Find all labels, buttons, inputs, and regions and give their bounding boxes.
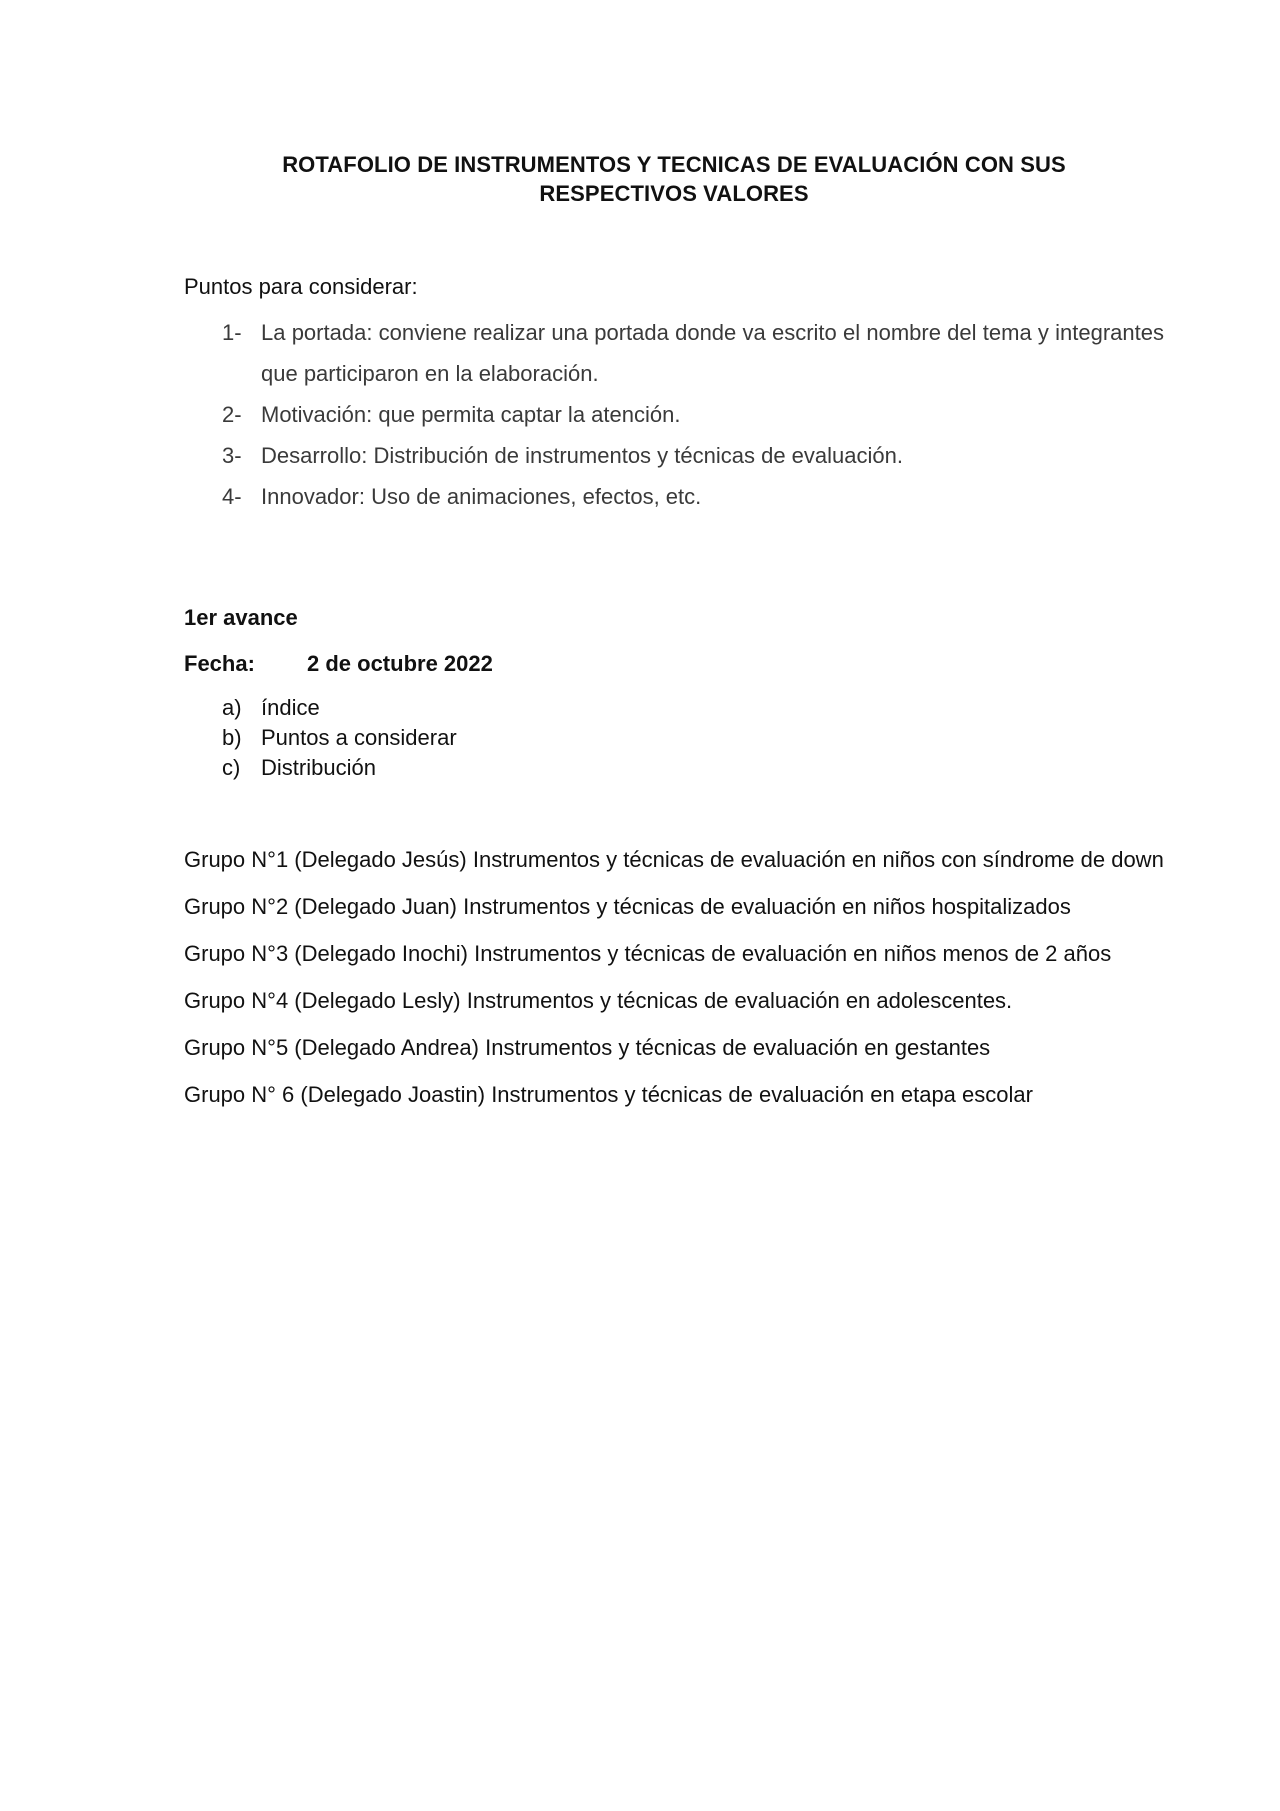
list-item-letter: c) <box>222 755 241 780</box>
list-item-number: 1- <box>222 320 242 345</box>
avance-items-list <box>184 693 1164 783</box>
list-item <box>184 693 1164 723</box>
group-lead: Grupo N°4 (Delegado Lesly) <box>184 988 461 1013</box>
group-lead: Grupo N° 6 (Delegado Joastin) <box>184 1082 486 1107</box>
list-item-letter: b) <box>222 725 242 750</box>
list-item-letter: a) <box>222 695 242 720</box>
group-topic: Instrumentos y técnicas de evaluación en etapa escolar <box>491 1082 1033 1107</box>
list-item <box>184 476 1164 517</box>
date-label: Fecha: <box>184 651 255 676</box>
list-item-number: 4- <box>222 484 242 509</box>
groups-section <box>184 845 1164 1110</box>
points-list <box>184 312 1164 517</box>
list-item <box>184 435 1164 476</box>
list-item <box>184 723 1164 753</box>
group-topic: Instrumentos y técnicas de evaluación en niños con síndrome de down <box>472 847 1164 872</box>
group-entry <box>184 845 1164 875</box>
group-entry <box>184 1080 1164 1110</box>
group-lead: Grupo N°2 (Delegado Juan) <box>184 894 457 919</box>
avance-heading: 1er avance <box>184 605 298 630</box>
group-entry <box>184 892 1164 922</box>
list-item-number: 3- <box>222 443 242 468</box>
list-item-text: Motivación: que permita captar la atención. <box>261 402 681 427</box>
list-item-text: Puntos a considerar <box>261 725 457 750</box>
list-item-text: La portada: conviene realizar una portada donde va escrito el nombre del tema y integrantes que participaron en la elaboración. <box>261 320 1164 386</box>
group-lead: Grupo N°1 (Delegado Jesús) <box>184 847 467 872</box>
list-item-text: Desarrollo: Distribución de instrumentos y técnicas de evaluación. <box>261 443 903 468</box>
group-lead: Grupo N°5 (Delegado Andrea) <box>184 1035 479 1060</box>
list-item-text: Innovador: Uso de animaciones, efectos, etc. <box>261 484 702 509</box>
list-item <box>184 312 1164 394</box>
list-item-text: Distribución <box>261 755 376 780</box>
list-item-number: 2- <box>222 402 242 427</box>
title-line-1: ROTAFOLIO DE INSTRUMENTOS Y TECNICAS DE EVALUACIÓN CON SUS <box>282 152 1066 177</box>
group-entry <box>184 939 1164 969</box>
list-item-text: índice <box>261 695 320 720</box>
intro-heading: Puntos para considerar: <box>184 274 418 299</box>
group-entry <box>184 986 1164 1016</box>
group-lead: Grupo N°3 (Delegado Inochi) <box>184 941 468 966</box>
document-title <box>184 150 1164 208</box>
group-topic: Instrumentos y técnicas de evaluación en niños hospitalizados <box>463 894 1071 919</box>
document-page <box>184 150 1164 1127</box>
date-value: 2 de octubre 2022 <box>307 651 493 676</box>
group-topic: Instrumentos y técnicas de evaluación en gestantes <box>485 1035 991 1060</box>
group-topic: Instrumentos y técnicas de evaluación en adolescentes. <box>466 988 1013 1013</box>
title-line-2: RESPECTIVOS VALORES <box>539 181 809 206</box>
list-item <box>184 753 1164 783</box>
date-row <box>184 649 1164 679</box>
group-entry <box>184 1033 1164 1063</box>
group-topic: Instrumentos y técnicas de evaluación en niños menos de 2 años <box>474 941 1112 966</box>
list-item <box>184 394 1164 435</box>
